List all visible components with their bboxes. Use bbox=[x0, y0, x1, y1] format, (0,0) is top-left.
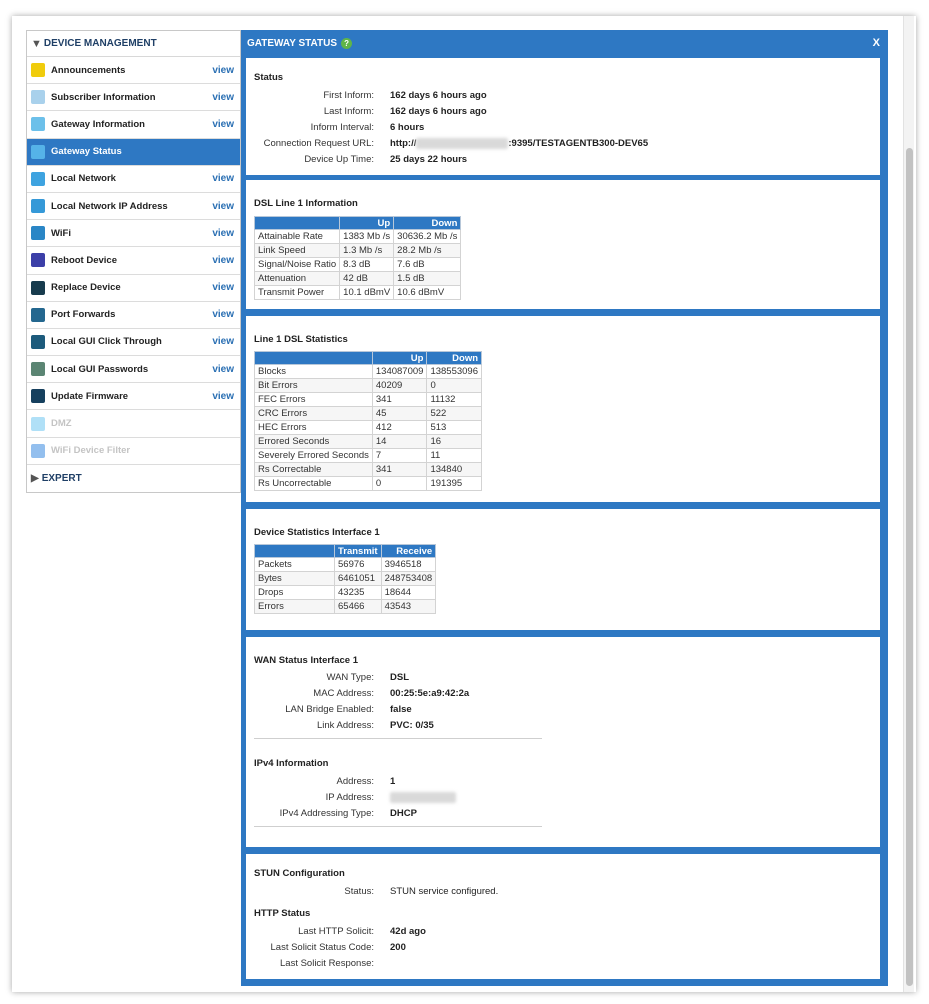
table-row bbox=[255, 244, 461, 258]
sidebar-item-replace-device[interactable] bbox=[27, 275, 240, 302]
device-stats-section bbox=[246, 509, 880, 630]
sidebar-item-gateway-status[interactable] bbox=[27, 139, 240, 166]
stun-title: STUN Configuration bbox=[254, 868, 345, 879]
sidebar-item-local-gui-passwords[interactable] bbox=[27, 356, 240, 383]
table-cell: 16 bbox=[427, 435, 482, 449]
last-http-solicit-label: Last HTTP Solicit: bbox=[298, 926, 374, 937]
column-header: Down bbox=[427, 352, 482, 365]
sidebar-item-dmz bbox=[27, 410, 240, 437]
table-cell: Rs Uncorrectable bbox=[255, 477, 373, 491]
mac-address-row bbox=[254, 688, 469, 699]
sidebar-item-update-firmware[interactable] bbox=[27, 383, 240, 410]
ipv4-addressing-type-value: DHCP bbox=[390, 808, 417, 819]
table-cell: 412 bbox=[372, 421, 427, 435]
view-link[interactable]: view bbox=[212, 173, 234, 185]
table-row bbox=[255, 463, 482, 477]
table-cell: 40209 bbox=[372, 379, 427, 393]
table-cell: 65466 bbox=[335, 600, 382, 614]
table-cell: Transmit Power bbox=[255, 286, 340, 300]
mac-address-label: MAC Address: bbox=[313, 688, 374, 699]
sidebar-item-label: Update Firmware bbox=[51, 390, 129, 402]
lan-bridge-row bbox=[254, 704, 412, 715]
wan-status-title: WAN Status Interface 1 bbox=[254, 655, 358, 666]
table-row bbox=[255, 230, 461, 244]
stun-status-value: STUN service configured. bbox=[390, 886, 499, 897]
column-header: Up bbox=[340, 217, 394, 230]
expert-title: EXPERT bbox=[41, 472, 82, 484]
sidebar-item-label: WiFi Device Filter bbox=[51, 445, 131, 457]
sidebar-item-wifi-device-filter bbox=[27, 438, 240, 465]
last-solicit-status-code-row bbox=[254, 942, 406, 953]
column-header bbox=[255, 217, 340, 230]
close-button[interactable]: X bbox=[872, 37, 880, 49]
table-cell: Blocks bbox=[255, 365, 373, 379]
sidebar-item-port-forwards[interactable] bbox=[27, 302, 240, 329]
table-cell: Link Speed bbox=[255, 244, 340, 258]
last-inform-row bbox=[254, 106, 487, 117]
last-solicit-response-row bbox=[254, 958, 390, 969]
local-network-icon bbox=[31, 172, 45, 186]
column-header: Up bbox=[372, 352, 427, 365]
ipv4-divider bbox=[254, 826, 542, 827]
sidebar-item-label: Port Forwards bbox=[51, 309, 116, 321]
table-cell: 1383 Mb /s bbox=[340, 230, 394, 244]
wan-type-label: WAN Type: bbox=[326, 672, 374, 683]
table-cell: CRC Errors bbox=[255, 407, 373, 421]
table-row bbox=[255, 393, 482, 407]
table-cell: Errors bbox=[255, 600, 335, 614]
table-cell: 341 bbox=[372, 393, 427, 407]
sidebar-item-label: Replace Device bbox=[51, 282, 121, 294]
redacted-ip bbox=[390, 792, 456, 803]
first-inform-row bbox=[254, 90, 487, 101]
connection-request-url-value bbox=[390, 138, 648, 149]
table-row bbox=[255, 586, 436, 600]
last-solicit-status-code-label: Last Solicit Status Code: bbox=[270, 942, 374, 953]
table-cell: 56976 bbox=[335, 558, 382, 572]
table-header-row bbox=[255, 217, 461, 230]
wan-divider bbox=[254, 738, 542, 739]
scrollbar-track[interactable] bbox=[903, 16, 914, 992]
inform-interval-row bbox=[254, 122, 424, 133]
column-header bbox=[255, 352, 373, 365]
table-cell: 0 bbox=[427, 379, 482, 393]
table-cell: 14 bbox=[372, 435, 427, 449]
panel-header bbox=[241, 30, 888, 56]
wan-type-value: DSL bbox=[390, 672, 409, 683]
dmz-icon bbox=[31, 417, 45, 431]
view-link[interactable]: view bbox=[212, 91, 234, 103]
device-management-sidebar bbox=[26, 30, 241, 493]
table-row bbox=[255, 572, 436, 586]
table-cell: Bit Errors bbox=[255, 379, 373, 393]
screenshot-frame bbox=[12, 16, 916, 992]
view-link[interactable]: view bbox=[212, 227, 234, 239]
table-cell: 513 bbox=[427, 421, 482, 435]
first-inform-value: 162 days 6 hours ago bbox=[390, 90, 487, 101]
table-cell: Signal/Noise Ratio bbox=[255, 258, 340, 272]
table-cell: HEC Errors bbox=[255, 421, 373, 435]
link-address-value: PVC: 0/35 bbox=[390, 720, 434, 731]
sidebar-item-local-network[interactable] bbox=[27, 166, 240, 193]
sidebar-item-label: WiFi bbox=[51, 227, 71, 239]
table-row bbox=[255, 477, 482, 491]
sidebar-item-reboot-device[interactable] bbox=[27, 247, 240, 274]
device-management-title: DEVICE MANAGEMENT bbox=[43, 38, 157, 49]
sidebar-item-label: Local GUI Click Through bbox=[51, 336, 162, 348]
sidebar-item-wifi[interactable] bbox=[27, 220, 240, 247]
dsl-stats-title: Line 1 DSL Statistics bbox=[254, 334, 348, 345]
view-link[interactable]: view bbox=[212, 254, 234, 266]
wan-status-section bbox=[246, 637, 880, 847]
ip-address-row bbox=[254, 792, 456, 803]
table-cell: 191395 bbox=[427, 477, 482, 491]
table-row bbox=[255, 558, 436, 572]
device-up-time-label: Device Up Time: bbox=[304, 154, 374, 165]
table-cell: 10.6 dBmV bbox=[394, 286, 461, 300]
local-gui-click-through-icon bbox=[31, 335, 45, 349]
table-row bbox=[255, 365, 482, 379]
table-cell: 341 bbox=[372, 463, 427, 477]
last-solicit-response-label: Last Solicit Response: bbox=[280, 958, 374, 969]
device-up-time-value: 25 days 22 hours bbox=[390, 154, 468, 165]
sidebar-item-label: Gateway Information bbox=[51, 118, 145, 130]
last-inform-label: Last Inform: bbox=[323, 106, 374, 117]
table-row bbox=[255, 407, 482, 421]
table-cell: FEC Errors bbox=[255, 393, 373, 407]
device-stats-title: Device Statistics Interface 1 bbox=[254, 527, 380, 538]
lan-bridge-label: LAN Bridge Enabled: bbox=[285, 704, 374, 715]
gateway-status-icon bbox=[31, 145, 45, 159]
table-row bbox=[255, 435, 482, 449]
ipv4-address-label: Address: bbox=[336, 776, 374, 787]
view-link[interactable]: view bbox=[212, 200, 234, 212]
table-cell: Errored Seconds bbox=[255, 435, 373, 449]
inform-interval-value: 6 hours bbox=[390, 122, 425, 133]
announcements-icon bbox=[31, 63, 45, 77]
lan-bridge-value: false bbox=[390, 704, 412, 715]
dsl-line-section bbox=[246, 180, 880, 309]
url-suffix: :9395/TESTAGENTB300-DEV65 bbox=[508, 138, 649, 150]
table-cell: 18644 bbox=[381, 586, 436, 600]
table-cell: 42 dB bbox=[340, 272, 394, 286]
sidebar-item-gateway-information[interactable] bbox=[27, 111, 240, 138]
sidebar-item-local-gui-click-through[interactable] bbox=[27, 329, 240, 356]
table-cell: 7 bbox=[372, 449, 427, 463]
ipv4-address-value: 1 bbox=[390, 776, 396, 787]
connection-request-url-row bbox=[254, 138, 648, 149]
table-cell: 522 bbox=[427, 407, 482, 421]
table-cell: 11 bbox=[427, 449, 482, 463]
inform-interval-label: Inform Interval: bbox=[310, 122, 374, 133]
triangle-right-icon: ▶ bbox=[31, 472, 39, 484]
stun-status-row bbox=[254, 886, 498, 897]
ipv4-addressing-type-row bbox=[254, 808, 417, 819]
table-row bbox=[255, 421, 482, 435]
table-row bbox=[255, 379, 482, 393]
sidebar-item-label: Reboot Device bbox=[51, 254, 117, 266]
wifi-icon bbox=[31, 226, 45, 240]
status-section-title: Status bbox=[254, 72, 284, 83]
table-cell: Attainable Rate bbox=[255, 230, 340, 244]
table-row bbox=[255, 272, 461, 286]
view-link[interactable]: view bbox=[212, 118, 234, 130]
dsl-stats-section bbox=[246, 316, 880, 502]
url-prefix: http:// bbox=[390, 138, 417, 150]
view-link[interactable]: view bbox=[212, 309, 234, 321]
sidebar-item-label: Local Network IP Address bbox=[51, 200, 168, 212]
column-header bbox=[255, 545, 335, 558]
table-row bbox=[255, 600, 436, 614]
dsl-line-title: DSL Line 1 Information bbox=[254, 198, 358, 209]
last-inform-value: 162 days 6 hours ago bbox=[390, 106, 487, 117]
sidebar-item-label: Local GUI Passwords bbox=[51, 363, 149, 375]
table-header-row bbox=[255, 352, 482, 365]
table-cell: Rs Correctable bbox=[255, 463, 373, 477]
table-cell: 8.3 dB bbox=[340, 258, 394, 272]
table-cell: 134840 bbox=[427, 463, 482, 477]
ipv4-addressing-type-label: IPv4 Addressing Type: bbox=[279, 808, 374, 819]
table-row bbox=[255, 449, 482, 463]
table-cell: 7.6 dB bbox=[394, 258, 461, 272]
table-header-row bbox=[255, 545, 436, 558]
device-stats-table bbox=[254, 544, 436, 614]
view-link[interactable]: view bbox=[212, 363, 234, 375]
table-cell: Bytes bbox=[255, 572, 335, 586]
table-cell: 134087009 bbox=[372, 365, 427, 379]
last-http-solicit-row bbox=[254, 926, 426, 937]
dsl-stats-table bbox=[254, 351, 482, 491]
table-cell: 30636.2 Mb /s bbox=[394, 230, 461, 244]
table-cell: 3946518 bbox=[381, 558, 436, 572]
column-header: Receive bbox=[381, 545, 436, 558]
subscriber-information-icon bbox=[31, 90, 45, 104]
local-gui-passwords-icon bbox=[31, 362, 45, 376]
panel-title: GATEWAY STATUS bbox=[247, 37, 338, 49]
view-link[interactable]: view bbox=[212, 390, 234, 402]
ip-address-value bbox=[390, 792, 456, 803]
link-address-row bbox=[254, 720, 434, 731]
table-cell: 0 bbox=[372, 477, 427, 491]
replace-device-icon bbox=[31, 281, 45, 295]
sidebar-item-local-network-ip-address[interactable] bbox=[27, 193, 240, 220]
sidebar-item-label: Gateway Status bbox=[51, 146, 122, 158]
sidebar-item-label: Subscriber Information bbox=[51, 91, 156, 103]
sidebar-item-label: Local Network bbox=[51, 173, 116, 185]
sidebar-item-label: DMZ bbox=[51, 418, 72, 430]
sidebar-item-label: Announcements bbox=[51, 64, 126, 76]
stun-status-label: Status: bbox=[344, 886, 374, 897]
table-cell: 10.1 dBmV bbox=[340, 286, 394, 300]
table-cell: Attenuation bbox=[255, 272, 340, 286]
table-cell: Severely Errored Seconds bbox=[255, 449, 373, 463]
link-address-label: Link Address: bbox=[316, 720, 374, 731]
dsl-line-table bbox=[254, 216, 461, 300]
http-status-title: HTTP Status bbox=[254, 908, 311, 919]
table-cell: 1.3 Mb /s bbox=[340, 244, 394, 258]
table-row bbox=[255, 286, 461, 300]
update-firmware-icon bbox=[31, 389, 45, 403]
status-section bbox=[246, 58, 880, 175]
column-header: Transmit bbox=[335, 545, 382, 558]
table-cell: 43543 bbox=[381, 600, 436, 614]
sidebar-item-subscriber-information[interactable] bbox=[27, 84, 240, 111]
view-link[interactable]: view bbox=[212, 336, 234, 348]
device-management-header[interactable] bbox=[27, 31, 240, 57]
redacted-host bbox=[416, 138, 508, 149]
table-cell: Drops bbox=[255, 586, 335, 600]
table-row bbox=[255, 258, 461, 272]
scrollbar-thumb[interactable] bbox=[906, 148, 913, 986]
view-link[interactable]: view bbox=[212, 282, 234, 294]
column-header: Down bbox=[394, 217, 461, 230]
table-cell: 138553096 bbox=[427, 365, 482, 379]
table-cell: 248753408 bbox=[381, 572, 436, 586]
expert-header[interactable] bbox=[27, 465, 240, 492]
view-link[interactable]: view bbox=[212, 64, 234, 76]
table-cell: 43235 bbox=[335, 586, 382, 600]
local-network-ip-address-icon bbox=[31, 199, 45, 213]
table-cell: 1.5 dB bbox=[394, 272, 461, 286]
table-cell: 28.2 Mb /s bbox=[394, 244, 461, 258]
ipv4-address-row bbox=[254, 776, 395, 787]
gateway-information-icon bbox=[31, 117, 45, 131]
last-solicit-status-code-value: 200 bbox=[390, 942, 406, 953]
table-cell: Packets bbox=[255, 558, 335, 572]
reboot-device-icon bbox=[31, 253, 45, 267]
table-cell: 11132 bbox=[427, 393, 482, 407]
sidebar-item-announcements[interactable] bbox=[27, 57, 240, 84]
connection-request-url-label: Connection Request URL: bbox=[263, 138, 374, 149]
triangle-down-icon: ▼ bbox=[31, 37, 42, 50]
help-icon[interactable]: ? bbox=[341, 38, 352, 49]
last-http-solicit-value: 42d ago bbox=[390, 926, 426, 937]
ipv4-title: IPv4 Information bbox=[254, 758, 329, 769]
device-up-time-row bbox=[254, 154, 467, 165]
wifi-device-filter-icon bbox=[31, 444, 45, 458]
first-inform-label: First Inform: bbox=[323, 90, 374, 101]
table-cell: 45 bbox=[372, 407, 427, 421]
table-cell: 6461051 bbox=[335, 572, 382, 586]
gateway-status-panel bbox=[241, 30, 888, 986]
ip-address-label: IP Address: bbox=[325, 792, 374, 803]
mac-address-value: 00:25:5e:a9:42:2a bbox=[390, 688, 470, 699]
stun-section bbox=[246, 854, 880, 979]
port-forwards-icon bbox=[31, 308, 45, 322]
wan-type-row bbox=[254, 672, 409, 683]
